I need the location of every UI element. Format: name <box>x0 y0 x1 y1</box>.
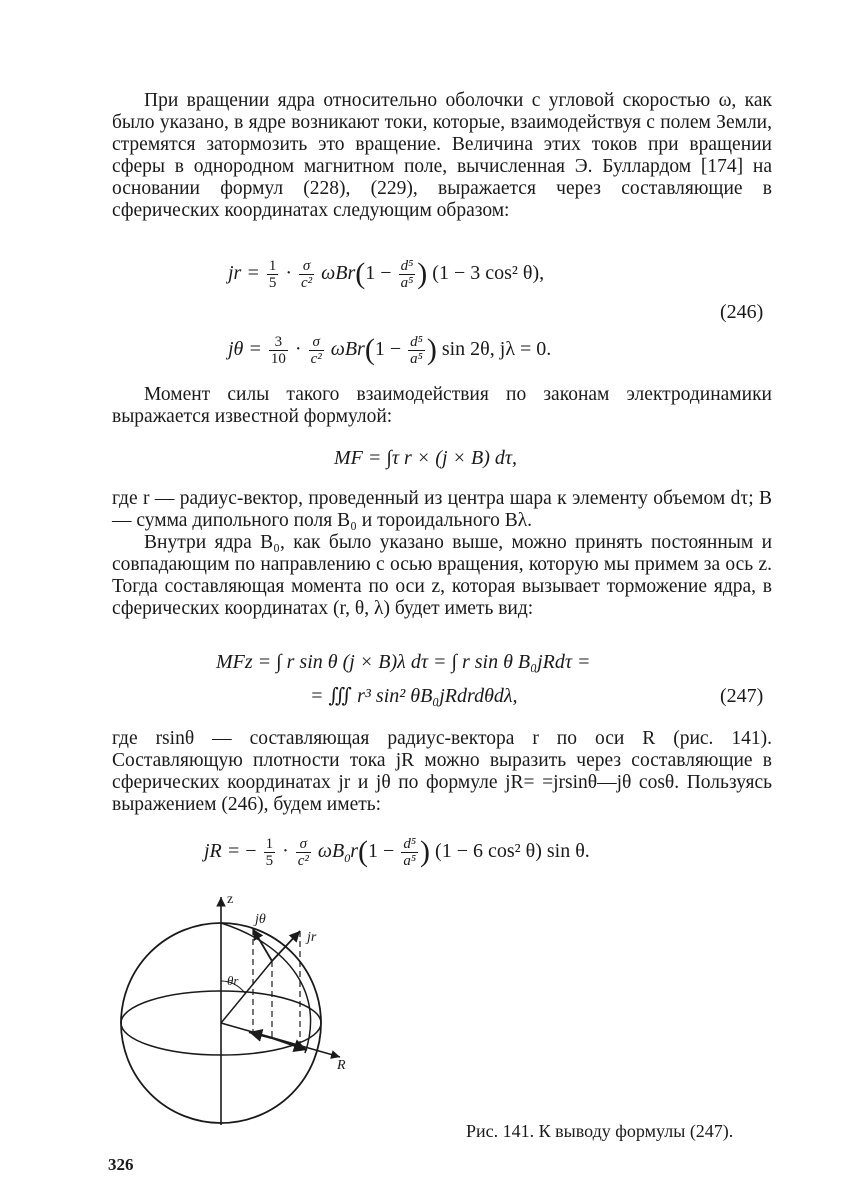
equation-jtheta-lhs: jθ = <box>228 338 262 361</box>
page-number: 326 <box>108 1155 134 1174</box>
paragraph-inside-core: Внутри ядра B₀, как было указано выше, можно принять постоянным и совпадающим по направлению с осью вращения, которую мы примем за ось z. Тогда составляющая момента по оси z, которая вызывает торможение ядра, в сферических координатах (r, θ, λ) будет иметь вид: <box>112 532 772 619</box>
meridian-arc <box>221 923 311 1053</box>
fraction-three-tenths: $\frac{3}{10}$ <box>270 334 286 367</box>
equation-jtheta: jθ = $\frac{3}{10}$ · $\frac{\sigma}{\text{c²}}$ ωBr(1 − $\frac{\text{d⁵}}{\text{a⁵}}$ ) sin 2θ, jλ = 0. <box>228 333 552 367</box>
equation-jr-tail: (1 − 3 cos² θ), <box>432 262 545 285</box>
fraction-one-fifth: $\frac{1}{5}$ <box>265 836 274 869</box>
fraction-d5-a5: $\frac{\text{d⁵}}{\text{a⁵}}$ <box>410 334 423 367</box>
paragraph-moment-of-force: Момент силы такого взаимодействия по законам электродинамики выражается известной формулой: <box>112 384 772 427</box>
fraction-sigma-c2: $\frac{\sigma}{\text{c²}}$ <box>310 334 322 367</box>
radius-vector <box>221 961 272 1023</box>
equation-jR-tail: (1 − 6 cos² θ) sin θ. <box>435 840 590 863</box>
label-jtheta: jθ <box>255 912 266 927</box>
jtheta-vector <box>253 929 272 961</box>
jR-projection-vector <box>272 1038 307 1050</box>
fraction-d5-a5: $\frac{\text{d⁵}}{\text{a⁵}}$ <box>400 258 414 291</box>
fraction-sigma-c2: $\frac{\sigma}{\text{c²}}$ <box>301 258 313 291</box>
paragraph-rotation-currents: При вращении ядра относительно оболочки с угловой скоростью ω, как было указано, в ядре возникают токи, которые, взаимодействуя с полем Земли, стремятся затормозить это вращение. Величина этих токов при вращении сферы в однородном магнитном поле, вычисленная Э. Буллардом [174] на основании формул (228), (229), выражается через составляющие в сферических координатах следующим образом: <box>112 90 772 221</box>
paragraph-radius-vector: где r — радиус-вектор, проведенный из центра шара к элементу объемом dτ; B — сумма дипольного поля B₀ и тороидального Bλ. <box>112 488 772 531</box>
equation-number-246: (246) <box>720 301 764 323</box>
figure-caption: Рис. 141. К выводу формулы (247). <box>466 1121 734 1141</box>
equation-mfz-line1: MFz = ∫ r sin θ (j × B)λ dτ = ∫ r sin θ B₀jRdτ = <box>216 651 591 673</box>
label-R: R <box>337 1058 346 1073</box>
fraction-sigma-c2: $\frac{\sigma}{\text{c²}}$ <box>297 836 309 869</box>
equation-jr-lhs: jr = <box>228 262 260 285</box>
fraction-one-fifth: $\frac{1}{5}$ <box>268 258 277 291</box>
paragraph-current-density: где rsinθ — составляющая радиус-вектора r по оси R (рис. 141). Составляющую плотности тока jR можно выразить через составляющие в сферических координатах jr и jθ по формуле jR= =jrsinθ—jθ cosθ. Пользуясь выражением (246), будем иметь: <box>112 728 772 815</box>
fraction-d5-a5: $\frac{\text{d⁵}}{\text{a⁵}}$ <box>403 836 417 869</box>
label-theta: θr <box>227 973 239 988</box>
equation-jR: jR = − $\frac{1}{5}$ · $\frac{\sigma}{\text{c²}}$ $\omega B_0r(1$ − $\frac{\text{d⁵}}{\text{a⁵}}$ ) (1 − 6 cos² θ) sin θ. <box>204 835 590 869</box>
equation-mfz-line2: = ∭ r³ sin² θB₀jRdrdθdλ, <box>310 685 518 707</box>
label-jr: jr <box>307 930 317 945</box>
label-z: z <box>227 892 234 907</box>
figure-141-sphere-diagram <box>115 885 365 1135</box>
equation-number-247: (247) <box>720 685 764 707</box>
equation-jtheta-tail: sin 2θ, jλ = 0. <box>441 338 552 361</box>
equation-jR-lhs: jR = <box>204 840 241 863</box>
equation-jr: jr = $\frac{1}{5}$ · $\frac{\sigma}{\text{c²}}$ ωBr(1 − $\frac{\text{d⁵}}{\text{a⁵}}$ ) (1 − 3 cos² θ), <box>228 257 545 291</box>
equation-mf: MF = ∫τ r × (j × B) dτ, <box>334 447 518 469</box>
